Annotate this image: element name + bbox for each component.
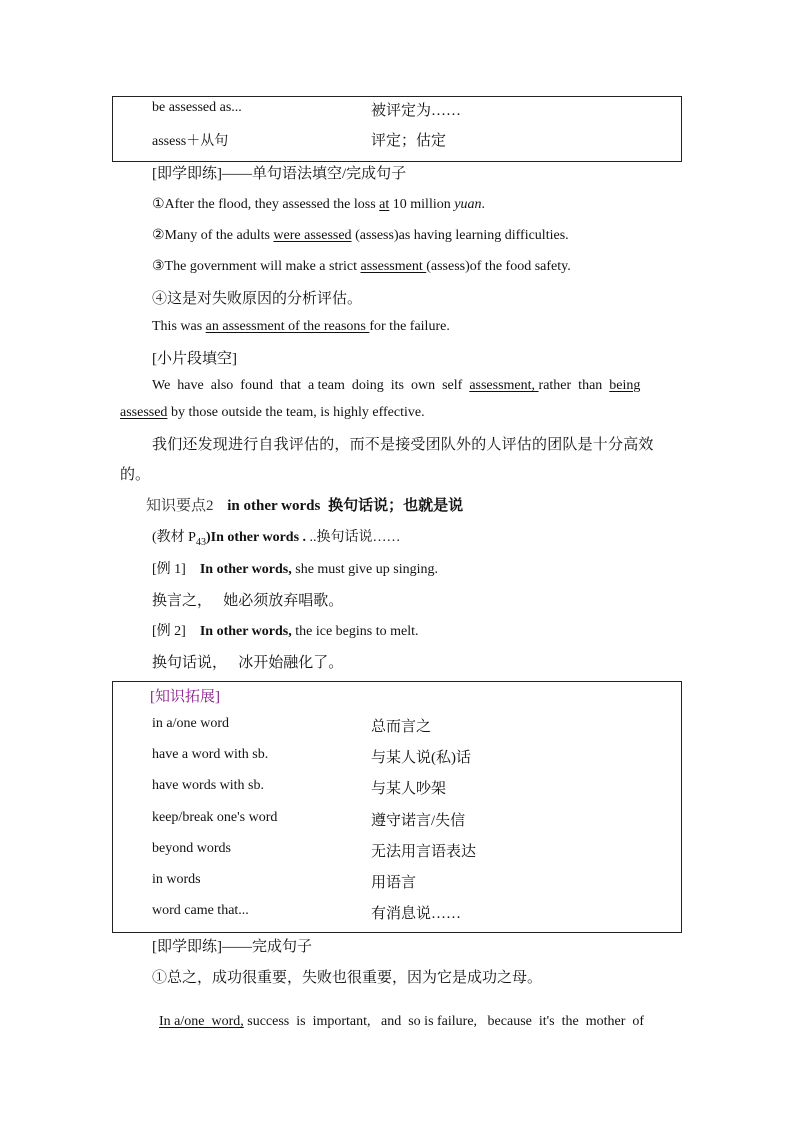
answer-blank: assessed (120, 405, 168, 420)
example-2-zh: 换句话说， 冰开始融化了。 (152, 655, 344, 671)
phrase-en: be assessed as... (152, 100, 242, 115)
phrase-en: in words (152, 872, 201, 887)
phrase-en: assess＋从句 (152, 134, 229, 149)
fragment-line-1: We have also found that a team doing its own self assessment, rather than being (152, 378, 641, 393)
fragment-line-2: assessed by those outside the team, is highly effective. (120, 405, 425, 420)
fragment-translation-1: 我们还发现进行自我评估的，而不是接受团队外的人评估的团队是十分高效 (152, 437, 654, 453)
practice-heading: [即学即练]——单句语法填空/完成句子 (152, 166, 407, 182)
fragment-heading: [小片段填空] (152, 351, 237, 367)
practice-sentence-1: ①After the flood, they assessed the loss at 10 million yuan. (152, 197, 485, 212)
phrase-zh: 评定；估定 (371, 133, 447, 149)
practice-heading: [即学即练]——完成句子 (152, 939, 312, 955)
phrase-en: word came that... (152, 903, 249, 918)
phrase-en: beyond words (152, 841, 231, 856)
expansion-heading: [知识拓展] (150, 689, 220, 705)
answer-blank: an assessment of the reasons (205, 319, 370, 334)
answer-blank: assessment (360, 259, 427, 274)
phrase-en: keep/break one's word (152, 810, 278, 825)
answer-blank: assessment, (469, 378, 539, 393)
practice-sentence-4-en: This was an assessment of the reasons for the failure. (152, 319, 450, 334)
phrase-en: in a/one word (152, 716, 229, 731)
phrase-zh: 被评定为…… (371, 103, 462, 119)
phrase-en: have words with sb. (152, 778, 264, 793)
knowledge-point-title: 知识要点2 in other words 换句话说；也就是说 (146, 498, 464, 514)
point-tag: 知识要点2 (146, 498, 214, 514)
example-2: [例 2] In other words, the ice begins to melt. (152, 624, 419, 639)
answer-blank: were assessed (273, 228, 352, 243)
phrase-zh: 有消息说…… (371, 906, 462, 922)
phrase-zh: 与某人说(私)话 (371, 750, 471, 766)
fragment-translation-2: 的。 (120, 467, 151, 483)
answer-blank: being (609, 378, 641, 393)
practice-sentence-1-en: In a/one word, success is important, and so is failure, because it's the mother of (159, 1014, 645, 1029)
practice-sentence-1-zh: ①总之，成功很重要，失败也很重要，因为它是成功之母。 (152, 970, 543, 986)
phrase-en: have a word with sb. (152, 747, 269, 762)
practice-sentence-2: ②Many of the adults were assessed (assess)as having learning difficulties. (152, 228, 569, 243)
example-1: [例 1] In other words, she must give up singing. (152, 562, 438, 577)
phrase-zh: 无法用言语表达 (371, 844, 477, 860)
phrase-zh: 与某人吵架 (371, 781, 447, 797)
example-1-zh: 换言之， 她必须放弃唱歌。 (152, 593, 344, 609)
phrase-zh: 用语言 (371, 875, 417, 891)
practice-sentence-4-zh: ④这是对失败原因的分析评估。 (152, 291, 363, 307)
phrase-zh: 遵守诺言/失信 (371, 813, 466, 829)
textbook-source: (教材 $P_{43})In$ other words . ..换句话说…… (152, 530, 401, 548)
answer-blank: In a/one word, (159, 1014, 244, 1029)
practice-sentence-3: ③The government will make a strict assessment (assess)of the food safety. (152, 259, 571, 274)
phrase-zh: 总而言之 (371, 719, 432, 735)
answer-blank: at (379, 197, 390, 212)
